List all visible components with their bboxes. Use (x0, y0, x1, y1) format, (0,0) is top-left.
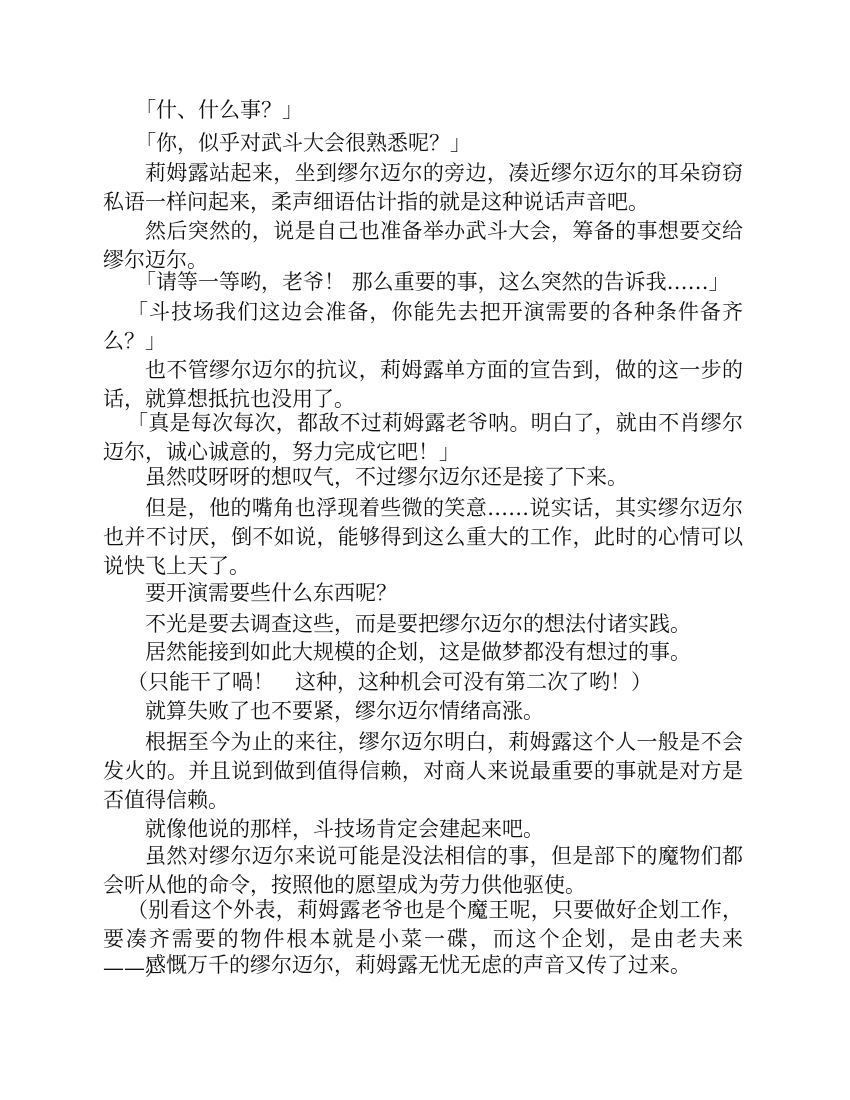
paragraph-10: 但是，他的嘴角也浮现着些微的笑意……说实话，其实缪尔迈尔也并不讨厌，倒不如说，能够得到这么重大的工作，此时的心情可以说快飞上天了。 (103, 496, 743, 578)
paragraph-19: （别看这个外表，莉姆露老爷也是个魔王呢，只要做好企划工作，要凑齐需要的物件根本就是小菜一碟，而这个企划，是由老夫来——） (103, 898, 743, 980)
paragraph-13: 居然能接到如此大规模的企划，这是做梦都没有想过的事。 (145, 640, 691, 664)
paragraph-12: 不光是要去调查这些，而是要把缪尔迈尔的想法付诸实践。 (145, 612, 691, 636)
paragraph-15: 就算失败了也不要紧，缪尔迈尔情绪高涨。 (145, 699, 544, 723)
paragraph-14: （只能干了喎！ 这种，这种机会可没有第二次了哟！） (127, 670, 652, 694)
paragraph-8: 「真是每次每次，都敌不过莉姆露老爷呐。明白了，就由不肖缪尔迈尔，诚心诚意的，努力完成它吧！」 (103, 411, 743, 464)
paragraph-6: 「斗技场我们这边会准备，你能先去把开演需要的各种条件备齐么？」 (103, 300, 743, 353)
paragraph-16: 根据至今为止的来往，缪尔迈尔明白，莉姆露这个人一般是不会发火的。并且说到做到值得信赖，对商人来说最重要的事就是对方是否值得信赖。 (103, 730, 743, 812)
paragraph-5: 「请等一等哟，老爷！ 那么重要的事，这么突然的告诉我……」 (135, 270, 730, 294)
paragraph-18: 虽然对缪尔迈尔来说可能是没法相信的事，但是部下的魔物们都会听从他的命令，按照他的愿望成为劳力供他驱使。 (103, 844, 743, 897)
paragraph-11: 要开演需要些什么东西呢？ (145, 581, 397, 605)
paragraph-4: 然后突然的，说是自己也准备举办武斗大会，筹备的事想要交给缪尔迈尔。 (103, 219, 743, 272)
paragraph-17: 就像他说的那样，斗技场肯定会建起来吧。 (145, 817, 544, 841)
paragraph-7: 也不管缪尔迈尔的抗议，莉姆露单方面的宣告到，做的这一步的话，就算想抵抗也没用了。 (103, 358, 743, 411)
paragraph-9: 虽然哎呀呀的想叹气，不过缪尔迈尔还是接了下来。 (145, 465, 628, 489)
paragraph-20: 感慨万千的缪尔迈尔，莉姆露无忧无虑的声音又传了过来。 (145, 953, 691, 977)
paragraph-2: 「你，似乎对武斗大会很熟悉呢？」 (135, 131, 471, 155)
paragraph-3: 莉姆露站起来，坐到缪尔迈尔的旁边，凑近缪尔迈尔的耳朵窃窃私语一样问起来，柔声细语估计指的就是这种说话声音吧。 (103, 161, 743, 214)
paragraph-1: 「什、什么事？」 (135, 98, 303, 122)
